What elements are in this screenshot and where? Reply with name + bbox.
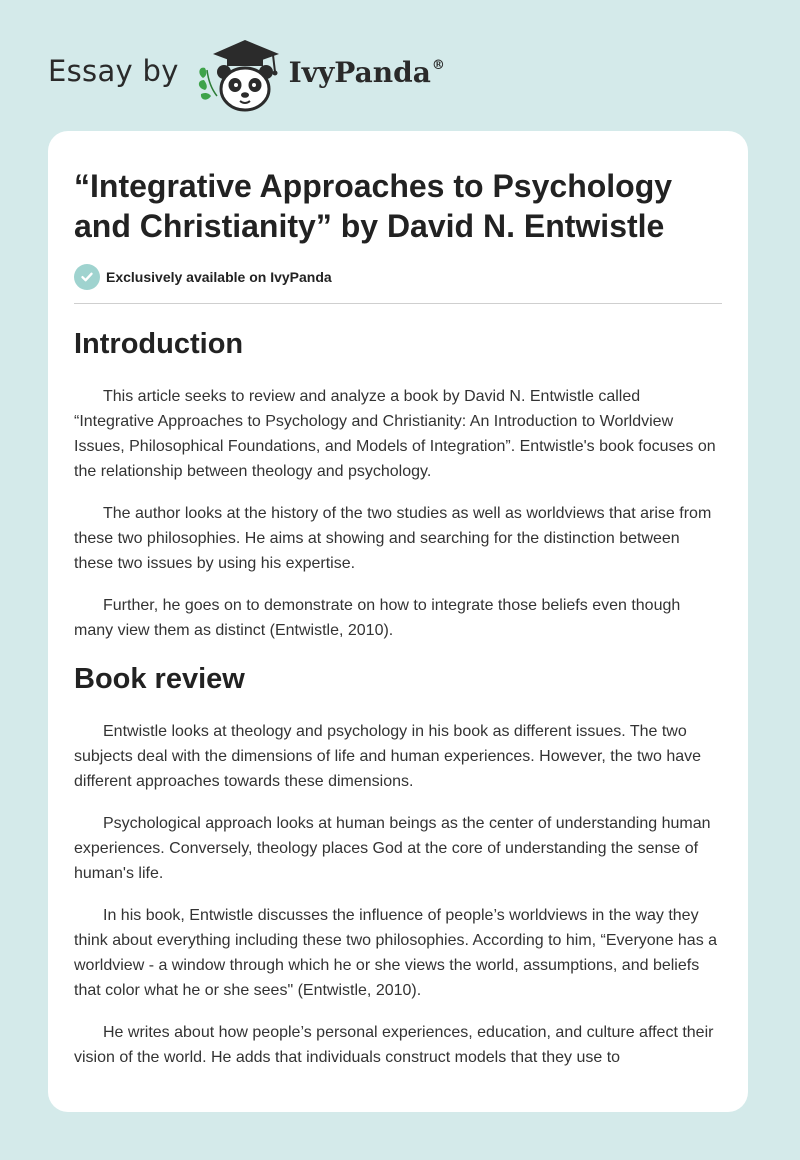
exclusive-badge	[74, 264, 332, 290]
essay-title: “Integrative Approaches to Psychology and Christianity” by David N. Entwistle	[74, 168, 673, 244]
divider	[74, 303, 722, 304]
check-icon	[74, 264, 100, 290]
paragraph: Further, he goes on to demonstrate on how to integrate those beliefs even though many view them as distinct (Entwistle, 2010).	[74, 597, 681, 639]
exclusive-text: Exclusively available on IvyPanda	[106, 269, 332, 285]
registered-mark: ®	[431, 57, 445, 73]
brand-text: IvyPanda	[288, 55, 431, 89]
panda-logo-icon[interactable]	[195, 34, 287, 114]
essay-body	[74, 321, 722, 1070]
paragraph: This article seeks to review and analyze a book by David N. Entwistle called “Integrative Approaches to Psychology and Christianity: An Introduction to Worldview Issues, Philosophical Foundations, and Models of Integration”. Entwistle's book focuses on the relationship between theology and psychology.	[74, 388, 716, 480]
essay-by-label: Essay by	[48, 54, 179, 88]
essay-card	[48, 131, 748, 1112]
section-heading-introduction: Introduction	[74, 328, 244, 360]
brand-name[interactable]	[289, 56, 445, 89]
paragraph: Entwistle looks at theology and psychology in his book as different issues. The two subjects deal with the dimensions of life and human experiences. However, the two have different approaches towards these dimensions.	[74, 723, 702, 790]
paragraph: He writes about how people’s personal experiences, education, and culture affect their vision of the world. He adds that individuals construct models that they use to	[74, 1024, 714, 1066]
site-header	[48, 34, 445, 114]
section-heading-book-review: Book review	[74, 663, 245, 695]
paragraph: Psychological approach looks at human beings as the center of understanding human experiences. Conversely, theology places God at the core of understanding the sense of human's life.	[74, 815, 711, 882]
paragraph: The author looks at the history of the two studies as well as worldviews that arise from these two philosophies. He aims at showing and searching for the distinction between these two issues by using his expertise.	[74, 505, 712, 572]
paragraph: In his book, Entwistle discusses the influence of people’s worldviews in the way they think about everything including these two philosophies. According to him, “Everyone has a worldview - a window through which he or she views the world, assumptions, and beliefs that color what he or she sees" (Entwistle, 2010).	[74, 907, 718, 999]
